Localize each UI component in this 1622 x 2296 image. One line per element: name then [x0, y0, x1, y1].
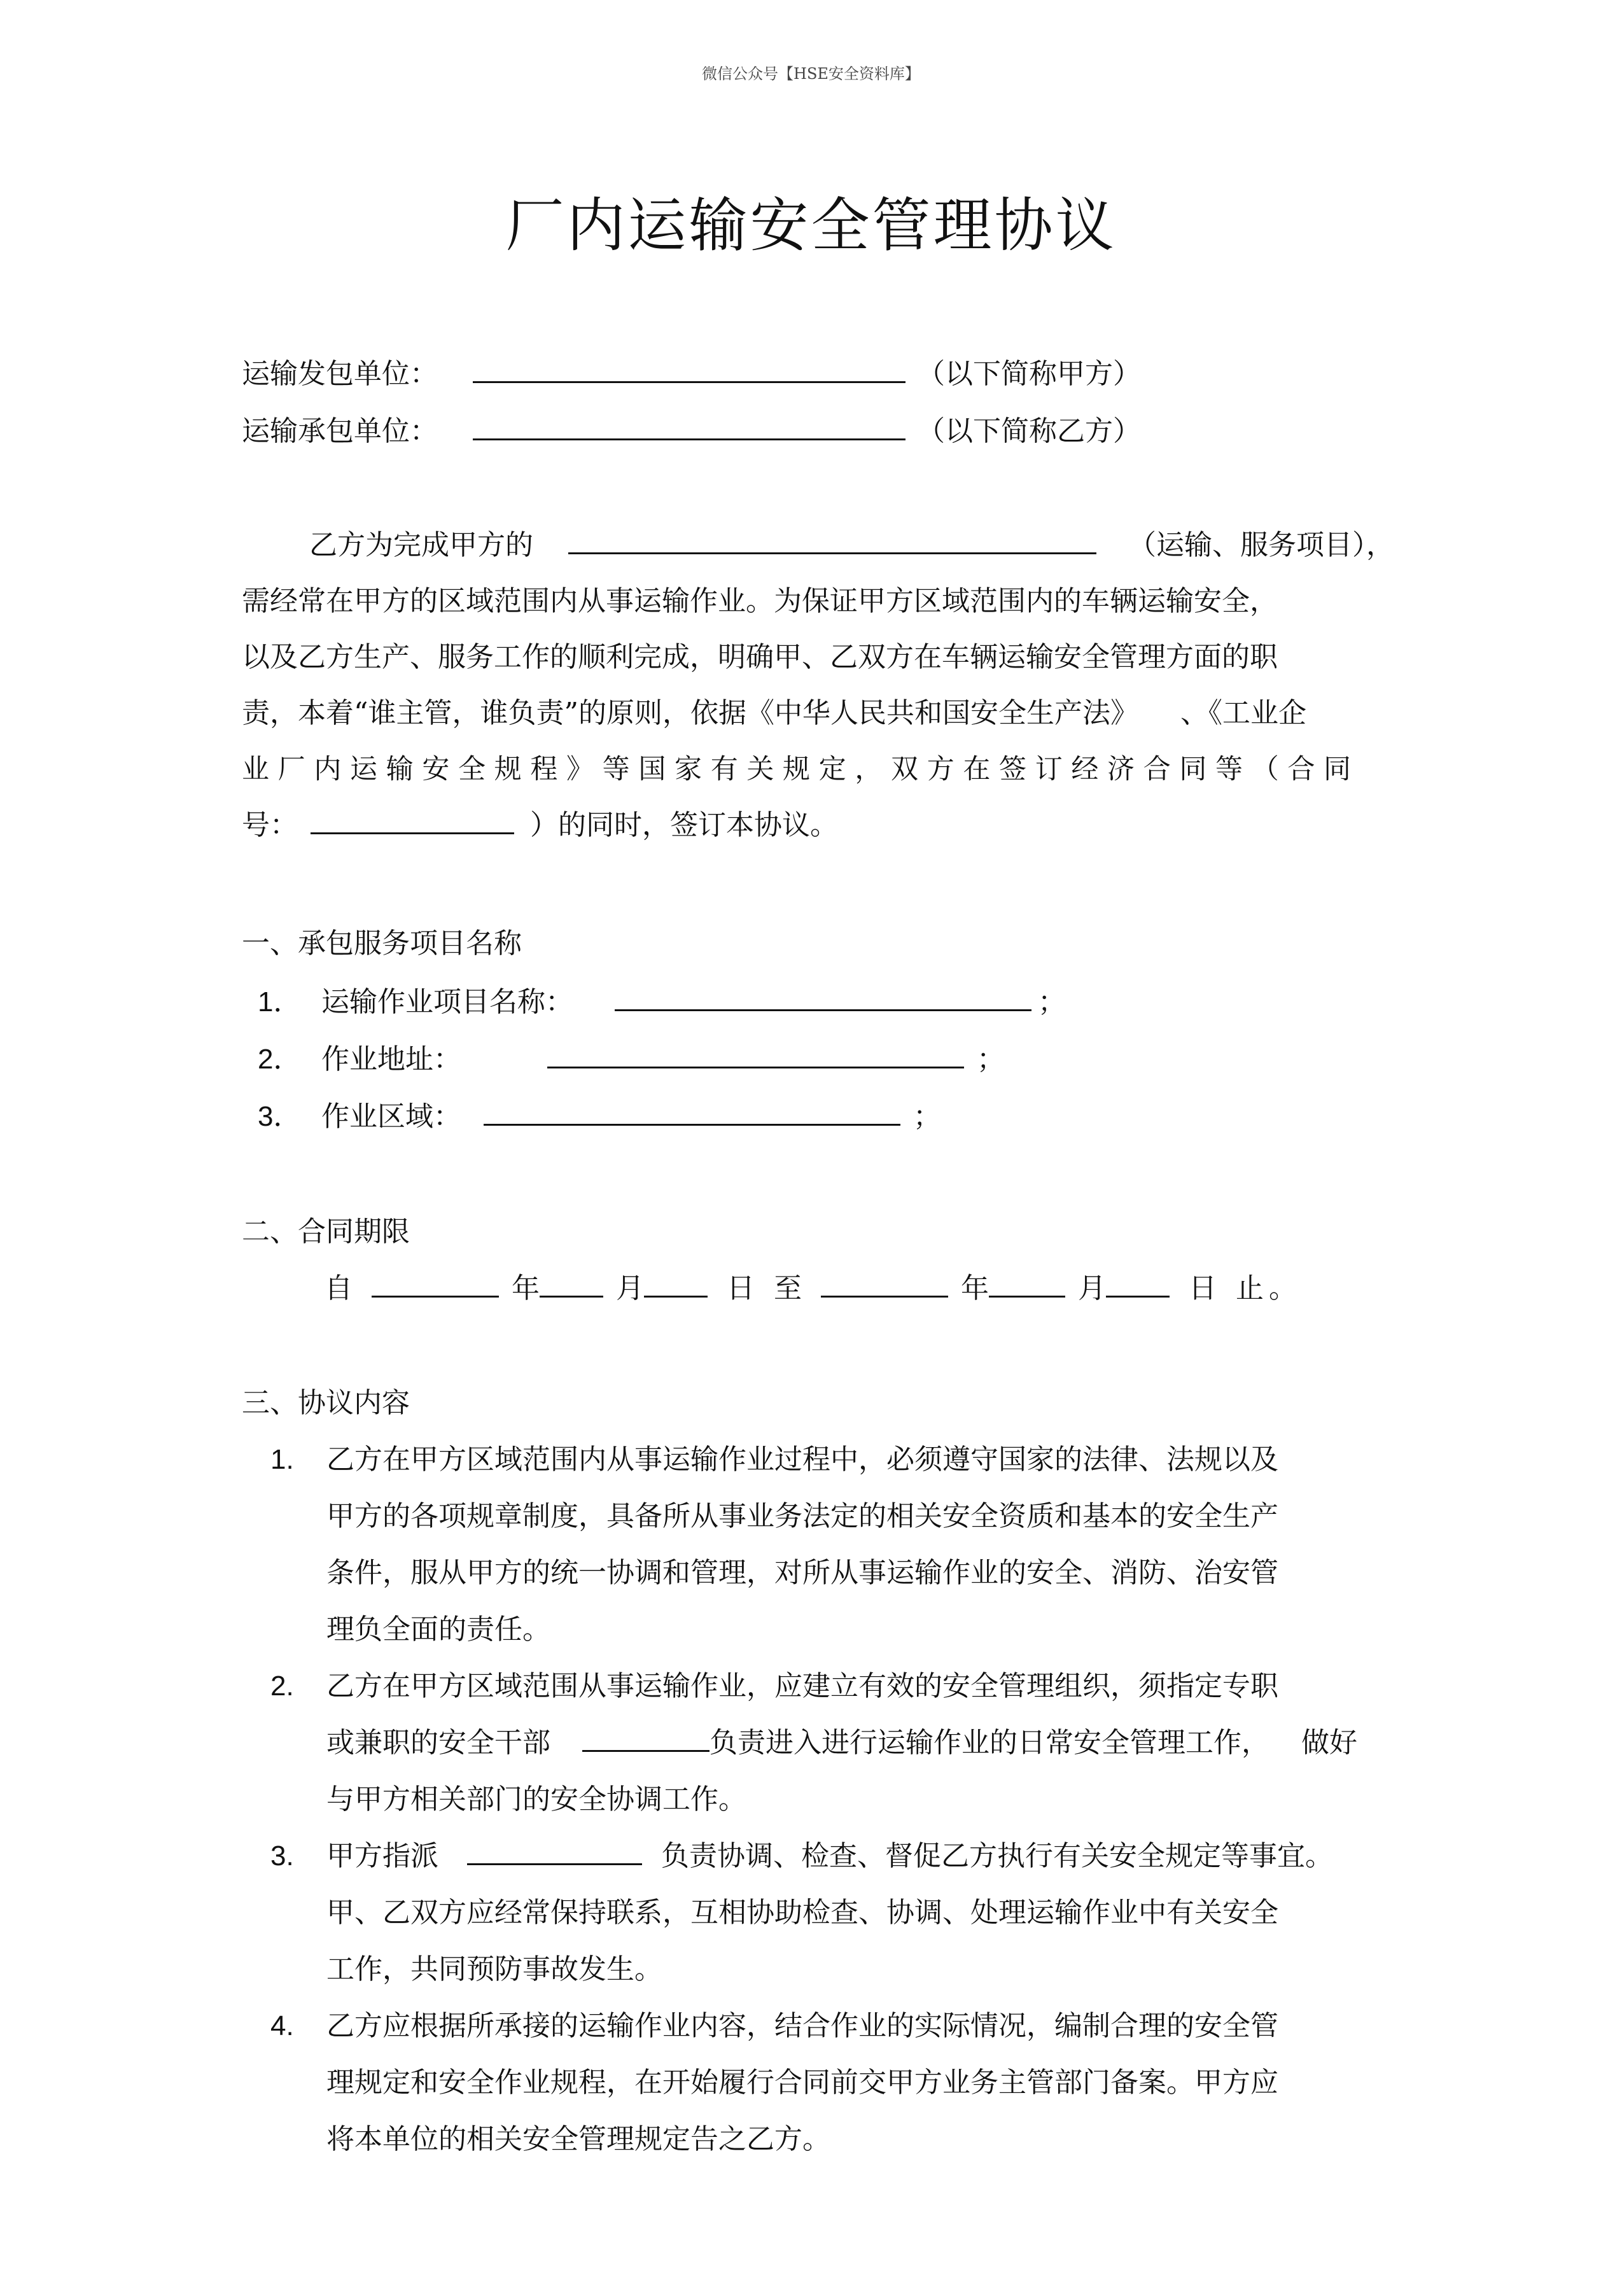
item-label: 作业地址： [321, 1043, 461, 1075]
period-text: 月 [616, 1272, 644, 1305]
work-area-blank[interactable] [484, 1101, 900, 1126]
clause-1-line-2: 甲方的各项规章制度，具备所从事业务法定的相关安全资质和基本的安全生产 [326, 1500, 1278, 1532]
section-1-item-2 [258, 1040, 1005, 1079]
clause-2-line-2 [326, 1724, 1357, 1762]
work-address-blank[interactable] [547, 1044, 964, 1068]
section-1-heading: 一、承包服务项目名称 [242, 927, 522, 960]
coordinator-blank[interactable] [467, 1848, 642, 1865]
clause-3-number: 3. [270, 1840, 294, 1872]
item-number: 1． [258, 986, 302, 1018]
header-watermark: 微信公众号【HSE安全资料库】 [702, 65, 920, 83]
section-1-item-3 [258, 1098, 941, 1136]
period-text: 年 [961, 1272, 989, 1305]
clause-3-line-1 [326, 1837, 1333, 1875]
item-end: ； [913, 1100, 941, 1133]
intro-line-4: 责，本着“谁主管，谁负责”的原则，依据《中华人民共和国安全生产法》 、《工业企 [242, 697, 1306, 729]
start-month-blank[interactable] [540, 1273, 603, 1298]
party-b-suffix: （以下简称乙方） [917, 415, 1141, 447]
project-blank[interactable] [568, 529, 1096, 554]
document-title: 厂内运输安全管理协议 [505, 192, 1117, 260]
clause-4-line-3: 将本单位的相关安全管理规定告之乙方。 [326, 2123, 830, 2155]
intro-line-6 [242, 806, 838, 844]
clause-2-number: 2. [270, 1670, 294, 1702]
period-text: 日 [1189, 1272, 1217, 1305]
item-label: 作业区域： [321, 1100, 461, 1133]
start-year-blank[interactable] [372, 1273, 499, 1298]
item-end: ； [977, 1043, 1005, 1075]
party-b-line [242, 412, 1141, 451]
period-text: 止。 [1236, 1272, 1302, 1305]
intro-line-5: 业 厂 内 运 输 安 全 规 程 》 等 国 家 有 关 规 定 ， 双 方 在 签 订 经 济 合 同 等 （ 合 同 [242, 753, 1352, 785]
clause-1-line-3: 条件，服从甲方的统一协调和管理，对所从事运输作业的安全、消防、治安管 [326, 1557, 1278, 1589]
item-number: 2． [258, 1044, 302, 1075]
clause-text: 负责协调、检查、督促乙方执行有关安全规定等事宜。 [661, 1840, 1333, 1872]
party-b-label: 运输承包单位： [242, 415, 438, 447]
contract-period-line [325, 1270, 1302, 1308]
period-text: 至 [774, 1272, 802, 1305]
clause-3-line-2: 甲、乙双方应经常保持联系，互相协助检查、协调、处理运输作业中有关安全 [326, 1896, 1278, 1929]
intro-line-2: 需经常在甲方的区域范围内从事运输作业。为保证甲方区域范围内的车辆运输安全， [242, 585, 1278, 617]
period-text: 月 [1078, 1272, 1106, 1305]
intro-text: 号： [242, 809, 298, 841]
clause-4-line-2: 理规定和安全作业规程，在开始履行合同前交甲方业务主管部门备案。甲方应 [326, 2066, 1278, 2099]
clause-4-number: 4. [270, 2010, 294, 2041]
item-label: 运输作业项目名称： [321, 986, 573, 1018]
section-3-heading: 三、协议内容 [242, 1387, 410, 1419]
party-a-blank[interactable] [473, 358, 905, 383]
clause-text: 做好 [1301, 1726, 1357, 1759]
project-name-blank[interactable] [615, 986, 1031, 1011]
clause-4-line-1: 乙方应根据所承接的运输作业内容，结合作业的实际情况，编制合理的安全管 [326, 2010, 1278, 2042]
party-a-label: 运输发包单位： [242, 358, 438, 390]
clause-2-line-1: 乙方在甲方区域范围从事运输作业，应建立有效的安全管理组织，须指定专职 [326, 1670, 1278, 1702]
section-2-heading: 二、合同期限 [242, 1215, 410, 1248]
clause-3-line-3: 工作，共同预防事故发生。 [326, 1953, 662, 1985]
party-a-line [242, 355, 1141, 393]
item-number: 3． [258, 1101, 302, 1132]
period-text: 年 [512, 1272, 540, 1305]
contract-no-blank[interactable] [311, 809, 514, 834]
intro-text: 乙方为完成甲方的 [309, 529, 533, 561]
clause-text: 或兼职的安全干部 [326, 1726, 550, 1759]
clause-1-number: 1. [270, 1444, 294, 1475]
section-1-item-1 [258, 983, 1066, 1021]
clause-text: 负责进入进行运输作业的日常安全管理工作， [710, 1726, 1269, 1759]
end-month-blank[interactable] [989, 1273, 1065, 1298]
clause-1-line-4: 理负全面的责任。 [326, 1613, 550, 1646]
start-day-blank[interactable] [644, 1273, 708, 1298]
intro-text: （运输、服务项目）， [1128, 529, 1394, 561]
intro-text: ）的同时，签订本协议。 [530, 809, 838, 841]
safety-officer-blank[interactable] [582, 1735, 710, 1752]
clause-1-line-1: 乙方在甲方区域范围内从事运输作业过程中，必须遵守国家的法律、法规以及 [326, 1443, 1278, 1476]
intro-line-1 [309, 526, 1394, 564]
intro-line-3: 以及乙方生产、服务工作的顺利完成，明确甲、乙双方在车辆运输安全管理方面的职 [242, 641, 1278, 673]
clause-2-line-3: 与甲方相关部门的安全协调工作。 [326, 1783, 746, 1816]
end-year-blank[interactable] [821, 1273, 948, 1298]
clause-text: 甲方指派 [326, 1840, 438, 1872]
party-b-blank[interactable] [473, 416, 905, 440]
period-text: 自 [325, 1272, 353, 1305]
item-end: ； [1038, 986, 1066, 1018]
party-a-suffix: （以下简称甲方） [917, 358, 1141, 390]
end-day-blank[interactable] [1106, 1273, 1170, 1298]
period-text: 日 [727, 1272, 755, 1305]
